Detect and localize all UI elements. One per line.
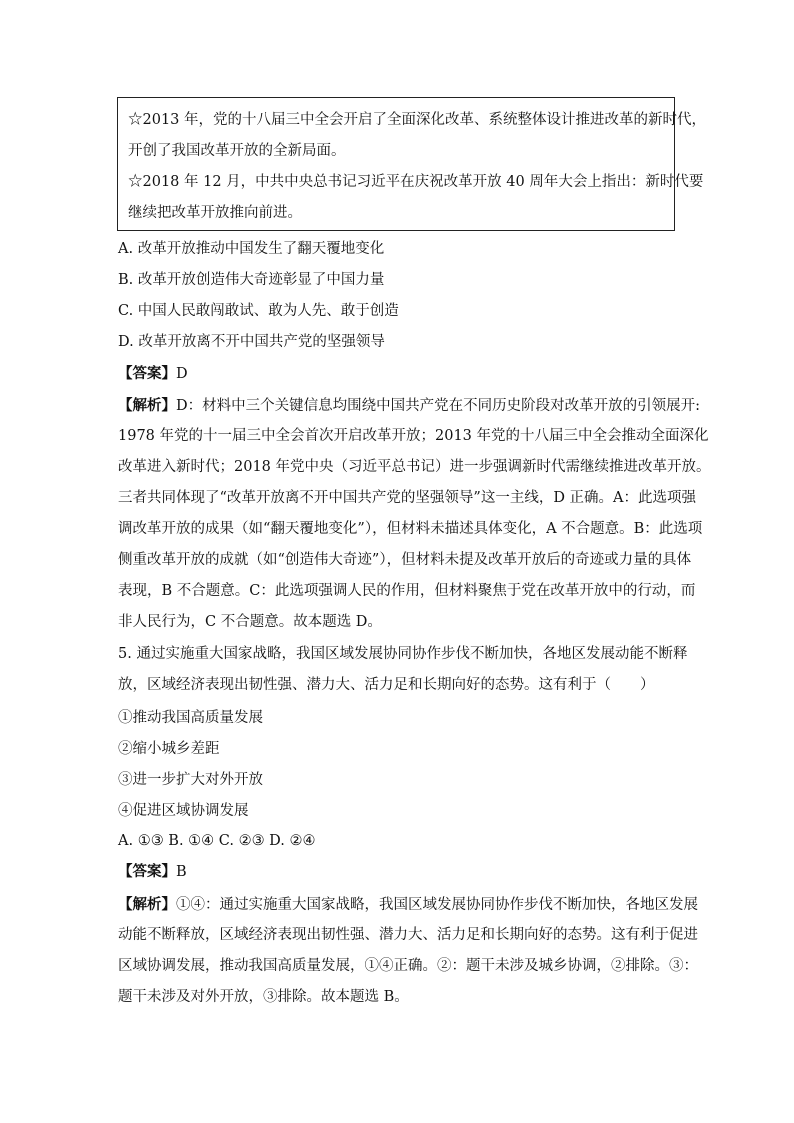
option-d: D. 改革开放离不开中国共产党的坚强领导 <box>118 334 385 350</box>
material-line: ☆2018 年 12 月，中共中央总书记习近平在庆祝改革开放 40 周年大会上指出：新时代要 <box>128 174 704 190</box>
stem-line: 5. 通过实施重大国家战略，我国区域发展协同协作步伐不断加快，各地区发展动能不断释 <box>118 646 688 662</box>
q5-item-1: ①推动我国高质量发展 <box>118 710 263 726</box>
analysis-line: 【解析】D：材料中三个关键信息均围绕中国共产党在不同历史阶段对改革开放的引领展开: <box>118 397 701 414</box>
analysis-line: 非人民行为，C 不合题意。故本题选 D。 <box>118 614 382 630</box>
q5-choices: A. ①③ B. ①④ C. ②③ D. ②④ <box>118 833 316 849</box>
answer-label: 【答案】 <box>118 365 176 382</box>
q5-answer <box>118 862 187 882</box>
q5-item-4: ④促进区域协调发展 <box>118 803 249 819</box>
analysis-line: 三者共同体现了“改革开放离不开中国共产党的坚强领导”这一主线，D 正确。A：此选项强 <box>118 490 697 506</box>
material-line: ☆2013 年，党的十八届三中全会开启了全面深化改革、系统整体设计推进改革的新时代， <box>128 112 707 128</box>
answer-value: D <box>176 366 188 382</box>
material-box <box>117 97 707 231</box>
option-c: C. 中国人民敢闯敢试、敢为人先、敢于创造 <box>118 303 399 319</box>
analysis-line: 动能不断释放，区域经济表现出韧性强、潜力大、活力足和长期向好的态势。这有利于促进 <box>118 927 698 943</box>
analysis-label: 【解析】 <box>118 896 176 913</box>
analysis-label: 【解析】 <box>118 397 176 414</box>
analysis-line: 【解析】①④：通过实施重大国家战略，我国区域发展协同协作步伐不断加快，各地区发展 <box>118 896 698 913</box>
analysis-line: 调改革开放的成果（如“翻天覆地变化”），但材料未描述具体变化，A 不合题意。B：此选项 <box>118 521 703 537</box>
q5-analysis <box>118 889 698 1013</box>
analysis-line: 侧重改革开放的成就（如“创造伟大奇迹”），但材料未提及改革开放后的奇迹或力量的具体 <box>118 552 692 568</box>
stem-line: 放，区域经济表现出韧性强、潜力大、活力足和长期向好的态势。这有利于（ ） <box>118 677 655 693</box>
option-a: A. 改革开放推动中国发生了翻天覆地变化 <box>118 241 385 257</box>
analysis-line: 1978 年党的十一届三中全会首次开启改革开放；2013 年党的十八届三中全会推动全面深化 <box>118 428 709 444</box>
q4-answer <box>118 364 188 384</box>
analysis-line: 题干未涉及对外开放，③排除。故本题选 B。 <box>118 989 409 1005</box>
q4-analysis <box>118 390 711 638</box>
answer-value: B <box>176 864 187 880</box>
analysis-line: 表现，B 不合题意。C：此选项强调人民的作用，但材料聚焦于党在改革开放中的行动，而 <box>118 583 696 599</box>
q5-item-3: ③进一步扩大对外开放 <box>118 772 263 788</box>
q5-item-2: ②缩小城乡差距 <box>118 741 220 757</box>
answer-label: 【答案】 <box>118 863 176 880</box>
option-b: B. 改革开放创造伟大奇迹彰显了中国力量 <box>118 272 385 288</box>
analysis-line: 区域协调发展，推动我国高质量发展，①④正确。②：题干未涉及城乡协调，②排除。③： <box>118 958 698 974</box>
q5-stem <box>118 639 688 701</box>
material-line: 开创了我国改革开放的全新局面。 <box>128 143 346 159</box>
analysis-line: 改革进入新时代；2018 年党中央（习近平总书记）进一步强调新时代需继续推进改革开放。 <box>118 459 711 475</box>
material-line: 继续把改革开放推向前进。 <box>128 205 302 221</box>
